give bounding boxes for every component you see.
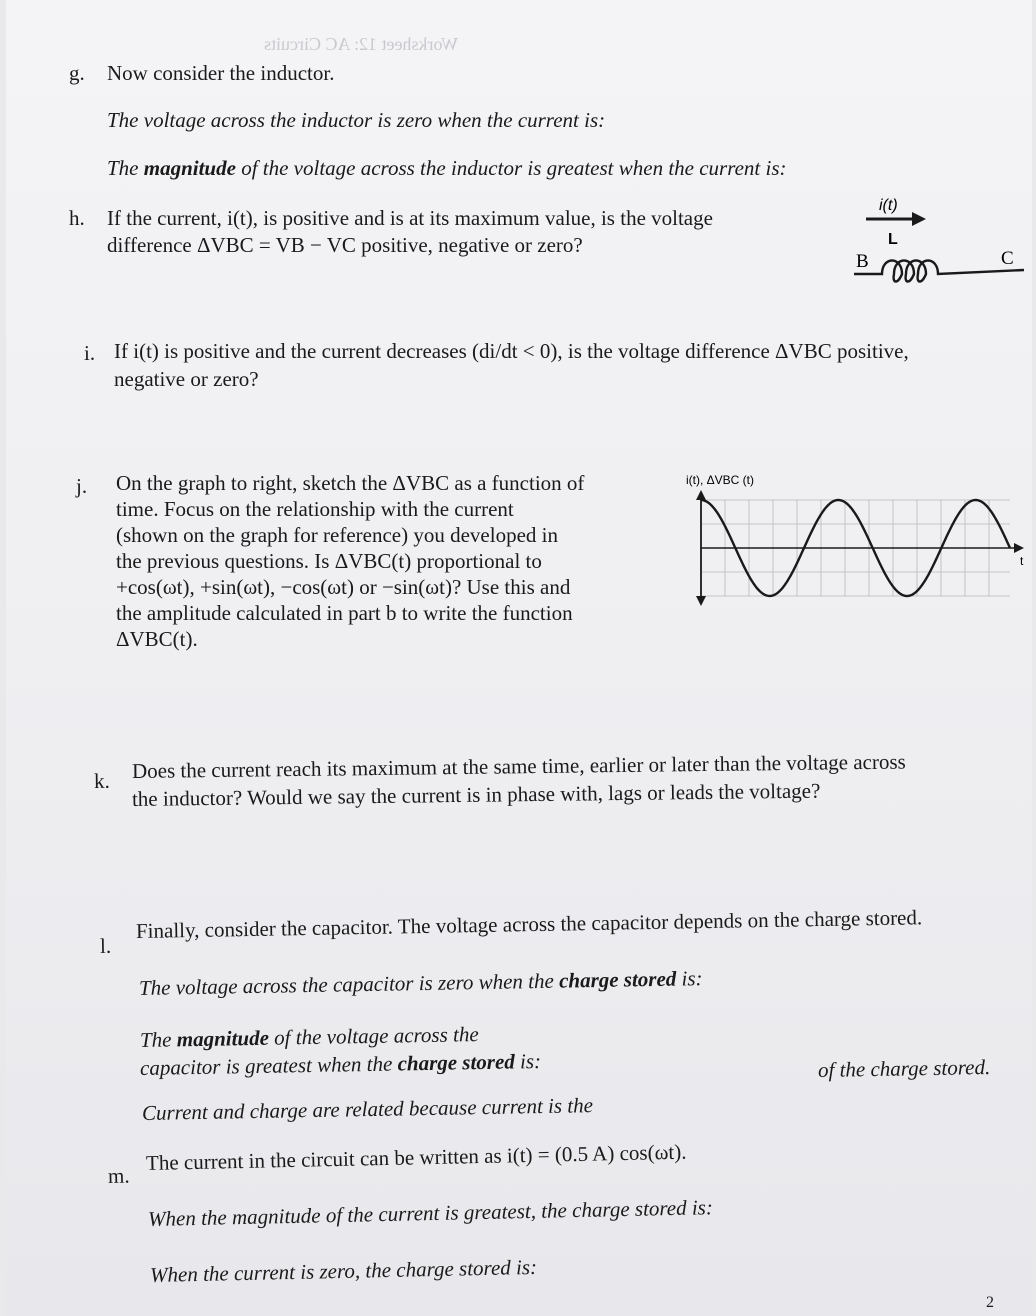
part-j-line-3: (shown on the graph for reference) you developed in: [116, 523, 558, 547]
part-l-question-3: Current and charge are related because current is the: [141, 1093, 594, 1125]
part-j-label: j.: [76, 474, 88, 498]
inductor-label: L: [888, 231, 898, 248]
part-j-line-1: On the graph to right, sketch the ΔVBC as a function of: [116, 471, 585, 495]
part-i-line-2: negative or zero?: [114, 367, 259, 391]
part-l-question-3-end: of the charge stored.: [817, 1054, 991, 1082]
part-h-line-1: If the current, i(t), is positive and is at its maximum value, is the voltage: [107, 206, 713, 230]
part-h-label: h.: [69, 206, 85, 230]
graph-x-axis: [701, 543, 1024, 553]
inductor-coil-icon: [854, 261, 1024, 282]
part-g-label: g.: [69, 61, 85, 85]
part-g-question-1: The voltage across the inductor is zero when the current is:: [107, 108, 606, 132]
part-j-line-4: the previous questions. Is ΔVBC(t) proportional to: [116, 549, 542, 573]
part-m-question-2: When the current is zero, the charge stored is:: [149, 1254, 538, 1287]
node-b-label: B: [856, 251, 869, 272]
part-i-label: i.: [84, 341, 96, 365]
part-m-label: m.: [107, 1163, 130, 1188]
part-j-line-5: +cos(ωt), +sin(ωt), −cos(ωt) or −sin(ωt)? Use this and: [116, 575, 571, 599]
worksheet-page: [6, 0, 1032, 1316]
graph-y-label: i(t), ΔVBC (t): [686, 473, 755, 487]
node-c-label: C: [1001, 248, 1014, 269]
part-i-line-1: If i(t) is positive and the current decreases (di/dt < 0), is the voltage difference ΔVBC positive,: [114, 339, 909, 363]
part-m-question-1: When the magnitude of the current is greatest, the charge stored is:: [147, 1195, 714, 1231]
part-l-question-2-cont: capacitor is greatest when the charge stored is:: [139, 1049, 542, 1080]
part-l-label: l.: [99, 933, 112, 958]
current-label: i(t): [879, 197, 898, 214]
part-j-line-6: the amplitude calculated in part b to write the function: [116, 601, 573, 625]
part-l-question-2: The magnitude of the voltage across the: [139, 1022, 479, 1052]
part-l-question-1: The voltage across the capacitor is zero when the charge stored is:: [138, 966, 703, 1000]
current-voltage-graph: [682, 470, 1032, 620]
part-h-line-2: difference ΔVBC = VB − VC positive, negative or zero?: [107, 233, 583, 257]
part-j-line-2: time. Focus on the relationship with the current: [116, 497, 514, 521]
part-l-intro: Finally, consider the capacitor. The voltage across the capacitor depends on the charge stored.: [135, 905, 923, 943]
part-k-label: k.: [93, 768, 110, 793]
part-j-line-7: ΔVBC(t).: [116, 627, 198, 651]
part-g-intro: Now consider the inductor.: [107, 61, 335, 85]
inductor-diagram: [836, 192, 1026, 284]
part-g-question-2: The magnitude of the voltage across the inductor is greatest when the current is:: [107, 156, 787, 180]
bleed-through-header: Worksheet 12: AC Circuits: [264, 34, 459, 54]
current-direction-arrow-icon: [866, 212, 926, 226]
part-k-line-1: Does the current reach its maximum at the same time, earlier or later than the voltage across: [131, 749, 906, 783]
page-number: 2: [986, 1294, 994, 1311]
part-m-line-1: The current in the circuit can be written as i(t) = (0.5 A) cos(ωt).: [145, 1139, 687, 1175]
graph-x-label: t: [1020, 554, 1024, 568]
part-k-line-2: the inductor? Would we say the current is in phase with, lags or leads the voltage?: [131, 778, 821, 811]
